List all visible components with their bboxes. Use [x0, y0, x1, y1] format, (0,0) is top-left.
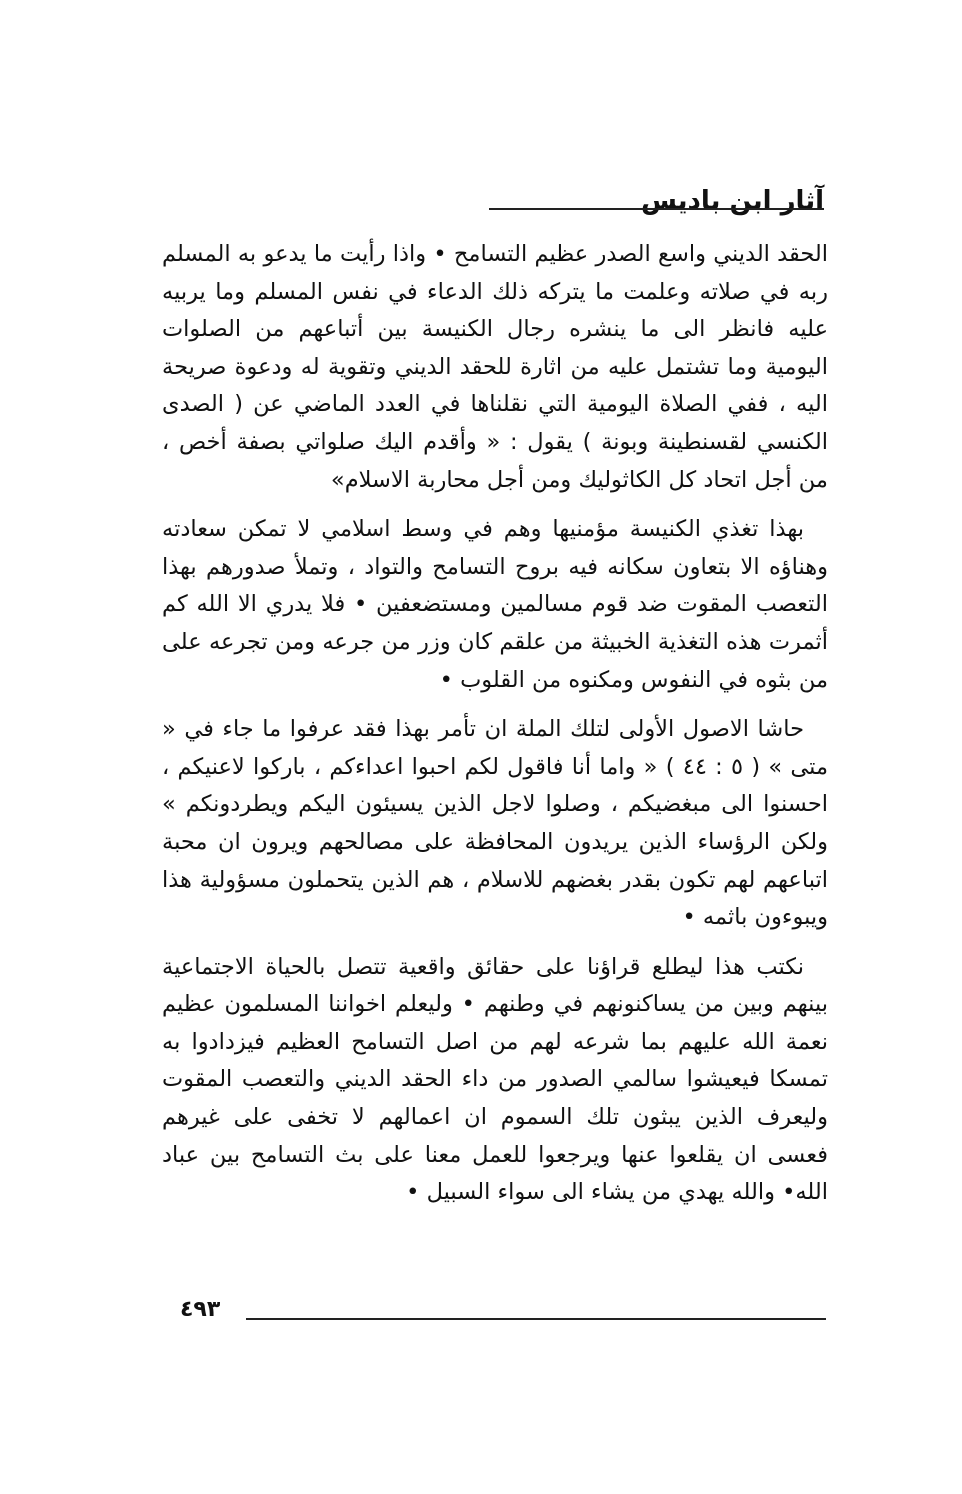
paragraph: بهذا تغذي الكنيسة مؤمنيها وهم في وسط اسلامي لا تمكن سعادته وهناؤه الا بتعاون سكانه فيه بروح التسامح والتواد ، وتملأ صدورهم بهذا التعصب المقوت ضد قوم مسالمين ومستضعفين • فلا يدري الا الله كم أثمرت هذه التغذية الخبيثة من علقم كان وزر من جرعه ومن تجرعه على من بثوه في النفوس ومكنوه من القلوب •	[162, 516, 828, 693]
header-rule	[489, 208, 824, 210]
body-text	[162, 236, 828, 1212]
page-number: ٤٩٣	[180, 1297, 221, 1322]
footer-rule	[246, 1318, 826, 1320]
page-header	[160, 184, 824, 226]
paragraph: حاشا الاصول الأولى لتلك الملة ان تأمر بهذا فقد عرفوا ما جاء في « متى » ( ٥ : ٤٤ ) « واما أنا فاقول لكم احبوا اعداءكم ، باركوا لاعنيكم ، احسنوا الى مبغضيكم ، وصلوا لاجل الذين يسيئون اليكم ويطردونكم » ولكن الرؤساء الذين يريدون المحافظة على مصالحهم ويرون ان محبة اتباعهم لهم تكون بقدر بغضهم للاسلام ، هم الذين يتحملون مسؤولية هذا ويبوءون باثمه •	[162, 716, 828, 931]
paragraph: نكتب هذا ليطلع قراؤنا على حقائق واقعية تتصل بالحياة الاجتماعية بينهم وبين من يساكنونهم في وطنهم • وليعلم اخواننا المسلمون عظيم نعمة الله عليهم بما شرعه لهم من اصل التسامح العظيم فيزدادوا به تمسكا فيعيشوا سالمي الصدور من داء الحقد الديني والتعصب المقوت وليعرف الذين يبثون تلك السموم ان اعمالهم لا تخفى على غيرهم فعسى ان يقلعوا عنها ويرجعوا للعمل معنا على بث التسامح بين عباد الله• والله يهدي من يشاء الى سواء السبيل •	[162, 953, 828, 1206]
running-title: آثار ابن باديس	[641, 186, 824, 216]
paragraph: الحقد الديني واسع الصدر عظيم التسامح • واذا رأيت ما يدعو به المسلم ربه في صلاته وعلمت ما يتركه ذلك الدعاء في نفس المسلم وما يربيه عليه فانظر الى ما ينشره رجال الكنيسة بين أتباعهم من الصلوات اليومية وما تشتمل عليه من اثارة للحقد الديني وتقوية له ودعوة صريحة اليه ، ففي الصلاة اليومية التي نقلناها في العدد الماضي عن ( الصدى الكنسي لقسنطينة وبونة ) يقول : « وأقدم اليك صلواتي بصفة أخص ، من أجل اتحاد كل الكاثوليك ومن أجل محاربة الاسلام»	[162, 241, 828, 493]
page-footer	[170, 1296, 830, 1336]
